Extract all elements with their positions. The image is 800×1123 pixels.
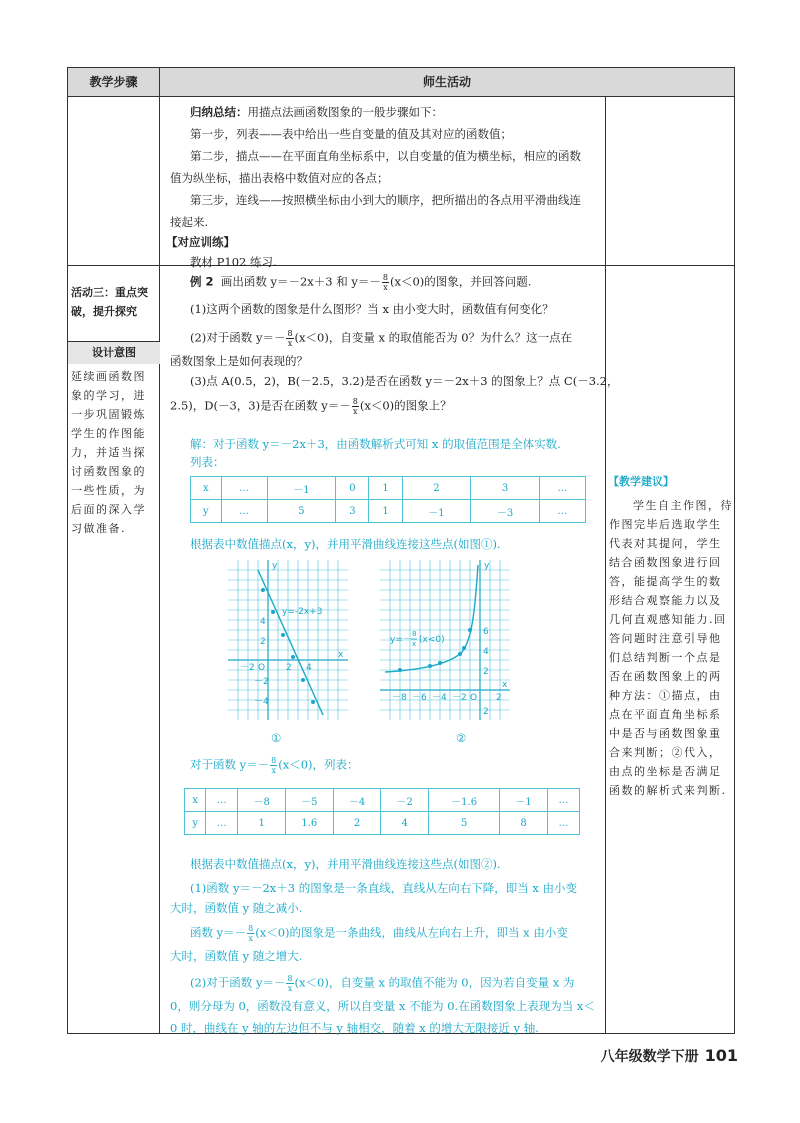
answer-3b: 0，则分母为 0，函数没有意义，所以自变量 x 不能为 0.在函数图象上表现为当 x＜ — [170, 999, 595, 1013]
value-table-2 — [184, 788, 580, 835]
graph2-tick-x3: －4 — [432, 693, 447, 703]
frac-8x: $\frac{8}{x}$ — [382, 273, 388, 292]
graph2-tick-x2: －6 — [412, 693, 427, 703]
table2-x-cell: －5 — [285, 789, 333, 812]
graph2-tick-x4: －2 — [452, 693, 467, 703]
summary-step3a: 第三步，连线——按照横坐标由小到大的顺序，把所描出的各点用平滑曲线连 — [190, 193, 581, 207]
solution-s1: 解：对于函数 y＝－2x＋3，由函数解析式可知 x 的取值范围是全体实数. — [190, 437, 561, 451]
lesson-table — [67, 67, 735, 1034]
table1-y-cell: －3 — [471, 500, 540, 523]
divider-right — [605, 96, 606, 1033]
header-activity: 师生活动 — [422, 75, 471, 89]
table1-x-cell: －1 — [267, 477, 336, 500]
answer-3c: 0 时，曲线在 y 轴的左边但不与 y 轴相交，随着 x 的增大无限接近 y 轴. — [170, 1021, 539, 1035]
example-q1: (1)这两个函数的图象是什么图形？当 x 由小变大时，函数值有何变化？ — [190, 302, 554, 316]
table2-x-cell: －8 — [238, 789, 286, 812]
example-label: 例 2 — [190, 274, 214, 289]
table2-y-cell: 5 — [429, 812, 500, 835]
frac-8x-6: $\frac{8}{x}$ — [287, 974, 293, 993]
table1-y-cell: 5 — [267, 500, 336, 523]
answer-2b: 大时，函数值 y 随之增大. — [170, 949, 303, 963]
graph2-formula-num: 8 — [412, 630, 417, 638]
activity3-label — [68, 283, 160, 321]
graph2-formula-b: (x<0) — [419, 635, 445, 645]
solution-s4a: 对于函数 y＝－ — [190, 757, 270, 772]
graph-1 — [228, 560, 348, 720]
graph2-caption: ② — [456, 731, 467, 745]
graph2-tick-y1: 6 — [483, 627, 489, 637]
activity3-label-line2: 破，提升探究 — [71, 305, 137, 318]
graph2-formula-a: y=－ — [390, 635, 412, 645]
solution-s2: 列表： — [190, 455, 225, 469]
table-header — [68, 68, 734, 97]
table2-y-cell: … — [547, 812, 579, 835]
example-q2a: (2)对于函数 y＝－ — [190, 330, 286, 345]
table2-y-cell: 1 — [238, 812, 286, 835]
activity3-label-line1: 活动三：重点突 — [71, 286, 148, 299]
table2-x-cell: … — [206, 789, 238, 812]
graph2-tick-x1: －8 — [392, 693, 407, 703]
table1-y-cell: 1 — [369, 500, 402, 523]
solution-s4b: (x＜0)，列表： — [278, 757, 359, 772]
example-q3ba: 2.5)，D(－3，3)是否在函数 y＝－ — [170, 398, 351, 413]
table1-row-x — [191, 477, 586, 500]
table2-y-cell: 2 — [333, 812, 381, 835]
summary-step3b: 接起来. — [170, 215, 209, 229]
graph2-tick-y2: 4 — [483, 647, 489, 657]
table1-x-cell: 2 — [402, 477, 471, 500]
frac-8x-5: $\frac{8}{x}$ — [248, 924, 254, 943]
graph2-x-label: x — [502, 680, 508, 690]
graph1-tick-y3: －2 — [254, 677, 269, 687]
footer-book: 八年级数学下册 — [600, 1049, 699, 1065]
example-q3a: (3)点 A(0.5，2)，B(－2.5，3.2)是否在函数 y＝－2x＋3 的图象上？点 C(－3.2， — [190, 374, 619, 388]
table2-row-x — [185, 789, 580, 812]
table2-y-cell: 8 — [500, 812, 548, 835]
summary-step1: 第一步，列表——表中给出一些自变量的值及其对应的函数值； — [190, 127, 512, 141]
answer-3a-b: (x＜0)，自变量 x 的取值不能为 0，因为若自变量 x 为 — [294, 975, 575, 990]
summary-title-rest: 用描点法画函数图象的一般步骤如下： — [247, 105, 443, 119]
table1-x-cell: 1 — [369, 477, 402, 500]
graph2-formula-den: x — [412, 640, 417, 648]
answer-1b: 大时，函数值 y 随之减小. — [170, 901, 303, 915]
graph2-origin: O — [470, 693, 478, 703]
table1-x-cell: x — [191, 477, 222, 500]
table2-row-y — [185, 812, 580, 835]
summary-step2a: 第二步，描点——在平面直角坐标系中，以自变量的值为横坐标，相应的函数 — [190, 149, 581, 163]
graph1-x-label: x — [338, 650, 344, 660]
frac-8x-2: $\frac{8}{x}$ — [287, 329, 293, 348]
training-text: 教材 P102 练习. — [190, 255, 277, 269]
graph1-tick-x3: 4 — [306, 663, 312, 673]
table2-x-cell: －1 — [500, 789, 548, 812]
table1-y-cell: y — [191, 500, 222, 523]
table2-x-cell: x — [185, 789, 206, 812]
table1-x-cell: 0 — [336, 477, 369, 500]
value-table-1 — [190, 476, 586, 523]
table1-y-cell: … — [221, 500, 267, 523]
example-line1a: 画出函数 y＝－2x＋3 和 y＝－ — [220, 274, 381, 289]
graph1-grid — [228, 560, 348, 720]
table2-x-cell: －2 — [381, 789, 429, 812]
suggestion-text: 学生自主作图，待作图完毕后选取学生代表对其提问，学生结合函数图象进行回答，能提高学生的数形结合观察能力以及几何直观感知能力.回答问题时注意引导他们总结判断一个点是否在函数图象上的两种方法：①描点，由点在平面直角坐标系中是否与函数图象重合来判断；②代入，由点的坐标是否满足函数的解析式来判断. — [609, 499, 733, 797]
table1-y-cell: … — [539, 500, 585, 523]
answer-3a-a: (2)对于函数 y＝－ — [190, 975, 286, 990]
summary-step2b: 值为纵坐标，描出表格中数值对应的各点； — [170, 171, 389, 185]
table1-y-cell: －1 — [402, 500, 471, 523]
example-q2b: (x＜0)，自变量 x 的取值能否为 0？为什么？这一点在 — [294, 330, 573, 345]
footer-page-number: 101 — [704, 1046, 738, 1065]
divider-left — [159, 96, 160, 1033]
solution-s3: 根据表中数值描点(x，y)，并用平滑曲线连接这些点(如图①). — [190, 537, 501, 551]
table1-row-y — [191, 500, 586, 523]
answer-1a: (1)函数 y＝－2x＋3 的图象是一条直线，直线从左向右下降，即当 x 由小变 — [190, 881, 578, 895]
graph2-y-label: y — [484, 561, 490, 571]
graph2-tick-y4: 2 — [483, 707, 489, 717]
frac-8x-3: $\frac{8}{x}$ — [352, 397, 358, 416]
answer-2a-b: (x＜0)的图象是一条曲线，曲线从左向右上升，即当 x 由小变 — [255, 925, 568, 940]
frac-8x-4: $\frac{8}{x}$ — [271, 756, 277, 775]
graph-2 — [380, 560, 510, 720]
example-q2c: 函数图象上是如何表现的？ — [170, 354, 308, 368]
table1-x-cell: 3 — [471, 477, 540, 500]
table2-y-cell: y — [185, 812, 206, 835]
header-steps: 教学步骤 — [68, 68, 160, 96]
example-line1b: (x＜0)的图象，并回答问题. — [390, 274, 532, 289]
table1-y-cell: 3 — [336, 500, 369, 523]
summary-title: 归纳总结： — [190, 105, 248, 119]
graph1-tick-y2: 2 — [260, 637, 266, 647]
row-divider — [68, 265, 734, 266]
example-q3bb: (x＜0)的图象上？ — [359, 398, 452, 413]
table2-x-cell: －1.6 — [429, 789, 500, 812]
design-header: 设计意图 — [68, 342, 160, 364]
table2-y-cell: … — [206, 812, 238, 835]
table2-y-cell: 4 — [381, 812, 429, 835]
graph2-tick-y3: 2 — [483, 667, 489, 677]
training-title: 【对应训练】 — [166, 235, 235, 249]
graph2-curve — [385, 565, 478, 672]
table2-x-cell: －4 — [333, 789, 381, 812]
graph1-tick-y4: －4 — [254, 697, 269, 707]
solution-s5: 根据表中数值描点(x，y)，并用平滑曲线连接这些点(如图②). — [190, 857, 501, 871]
graph1-origin: O — [258, 663, 266, 673]
answer-2a-a: 函数 y＝－ — [190, 925, 247, 940]
graph1-formula: y=-2x+3 — [282, 607, 323, 617]
graph1-tick-x2: 2 — [286, 663, 292, 673]
table2-y-cell: 1.6 — [285, 812, 333, 835]
graph1-tick-x1: －2 — [240, 663, 255, 673]
design-text: 延续画函数图象的学习，进一步巩固锻炼学生的作图能力，并适当探讨函数图象的一些性质，为后面的深入学习做准备. — [71, 370, 146, 535]
page-footer — [601, 1046, 738, 1066]
table1-x-cell: … — [539, 477, 585, 500]
graph2-tick-x5: 2 — [496, 693, 502, 703]
graph1-tick-y1: 4 — [260, 617, 266, 627]
suggestion-title: 【教学建议】 — [608, 475, 674, 488]
graph1-y-label: y — [272, 561, 278, 571]
table1-x-cell: … — [221, 477, 267, 500]
table2-x-cell: … — [547, 789, 579, 812]
graph1-caption: ① — [271, 731, 282, 745]
